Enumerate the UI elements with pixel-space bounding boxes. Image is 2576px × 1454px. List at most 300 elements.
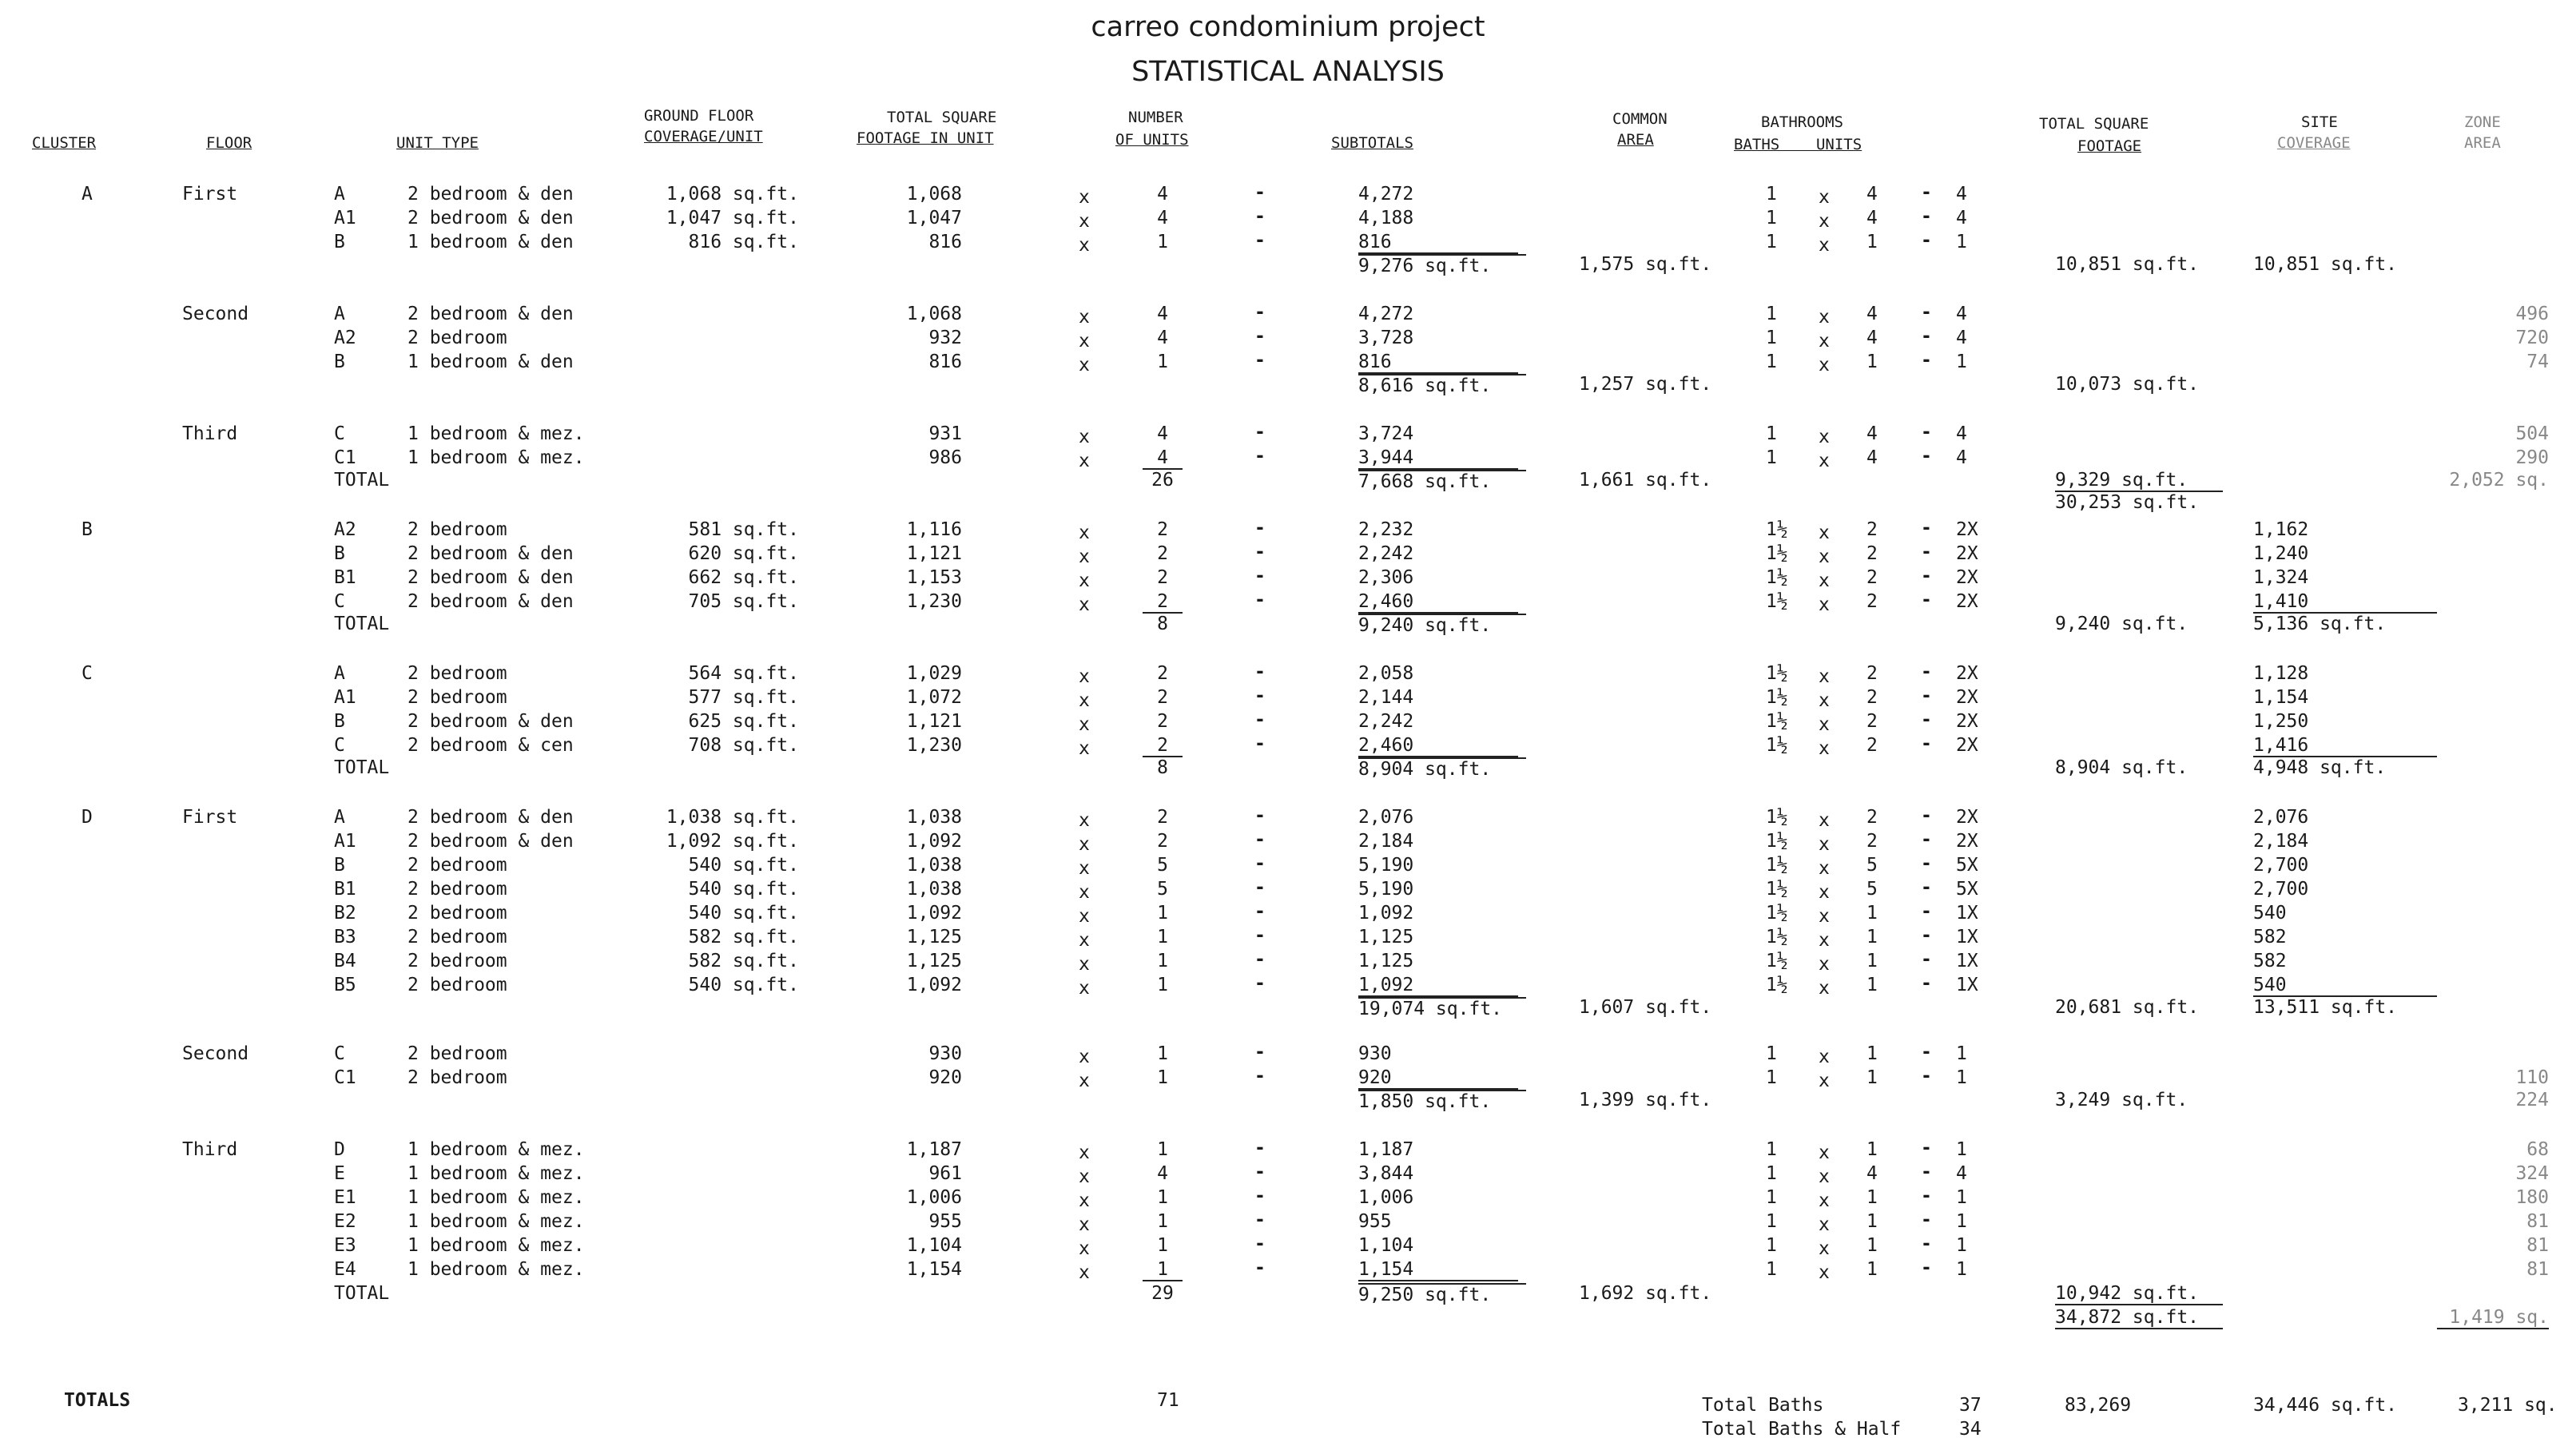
cell-last: 81 xyxy=(2526,1211,2549,1232)
cell-type: 2 bedroom xyxy=(407,975,507,995)
cell-bunits: 1 xyxy=(1866,951,1878,971)
cell-bunits: 4 xyxy=(1866,304,1878,324)
cell-bres: 4 xyxy=(1956,328,1967,348)
bath-multiply-sign: x xyxy=(1819,235,1830,256)
cell-units: 2 xyxy=(1157,663,1168,684)
cell-total: 1,047 xyxy=(906,208,962,228)
cell-ground: 582 sq.ft. xyxy=(688,951,799,971)
bath-equals-sign: - xyxy=(1921,973,1932,994)
bath-equals-sign: - xyxy=(1921,566,1932,586)
bath-equals-sign: - xyxy=(1921,302,1932,323)
cell-common: 1,257 sq.ft. xyxy=(1579,374,1712,395)
cell-subtotal: 2,184 xyxy=(1358,831,1414,852)
cell-code: E3 xyxy=(334,1235,356,1256)
cell-baths: 1½ xyxy=(1766,903,1788,924)
cell-bunits: 2 xyxy=(1866,687,1878,708)
cell-code: A2 xyxy=(334,328,356,348)
cell-subtotal: 2,144 xyxy=(1358,687,1414,708)
totals-label: TOTALS xyxy=(64,1390,131,1411)
cell-type: 2 bedroom xyxy=(407,687,507,708)
cell-bunits: 1 xyxy=(1866,232,1878,252)
cell-site: 5,136 sq.ft. xyxy=(2253,614,2387,634)
cell-total: 1,104 xyxy=(906,1235,962,1256)
header-number-2: OF UNITS xyxy=(1115,131,1189,149)
header-site-1: SITE xyxy=(2301,113,2338,131)
multiply-sign: x xyxy=(1079,810,1090,831)
cell-subtotal: 2,076 xyxy=(1358,807,1414,828)
cell-ground: 705 sq.ft. xyxy=(688,591,799,612)
multiply-sign: x xyxy=(1079,954,1090,975)
cell-baths: 1½ xyxy=(1766,831,1788,852)
cell-code: D xyxy=(334,1139,345,1160)
cell-code: B3 xyxy=(334,927,356,947)
cell-tsf: 10,073 sq.ft. xyxy=(2055,374,2200,395)
bath-equals-sign: - xyxy=(1921,542,1932,562)
bath-multiply-sign: x xyxy=(1819,1262,1830,1283)
cell-subtotal: 2,058 xyxy=(1358,663,1414,684)
equals-sign: - xyxy=(1254,566,1266,586)
bath-equals-sign: - xyxy=(1921,422,1932,443)
cell-baths: 1 xyxy=(1766,304,1777,324)
cell-bres: 4 xyxy=(1956,1163,1967,1184)
equals-sign: - xyxy=(1254,925,1266,946)
cell-type: 2 bedroom & den xyxy=(407,711,574,732)
cell-bres: 1 xyxy=(1956,1211,1967,1232)
cell-type: 2 bedroom xyxy=(407,879,507,900)
header-bath-2: BATHS UNITS xyxy=(1734,136,1862,153)
bath-multiply-sign: x xyxy=(1819,211,1830,232)
cell-ground: 1,068 sq.ft. xyxy=(666,184,799,205)
cell-ground: 540 sq.ft. xyxy=(688,903,799,924)
equals-sign: - xyxy=(1254,685,1266,706)
cell-site: 13,511 sq.ft. xyxy=(2253,997,2398,1018)
cell-baths: 1½ xyxy=(1766,975,1788,995)
bath-multiply-sign: x xyxy=(1819,355,1830,375)
cell-total: 1,006 xyxy=(906,1187,962,1208)
equals-sign: - xyxy=(1254,1186,1266,1206)
cell-total: 1,092 xyxy=(906,831,962,852)
cell-units: 2 xyxy=(1143,591,1183,614)
bath-multiply-sign: x xyxy=(1819,810,1830,831)
multiply-sign: x xyxy=(1079,834,1090,855)
cell-bunits: 1 xyxy=(1866,975,1878,995)
cell-site: 1,154 xyxy=(2253,687,2309,708)
cell-type: 2 bedroom xyxy=(407,951,507,971)
cell-baths: 1 xyxy=(1766,1139,1777,1160)
cell-baths: 1½ xyxy=(1766,687,1788,708)
cell-bres: 2X xyxy=(1956,711,1978,732)
multiply-sign: x xyxy=(1079,355,1090,375)
cell-units: 2 xyxy=(1157,831,1168,852)
cell-type: 2 bedroom & den xyxy=(407,304,574,324)
header-cluster: CLUSTER xyxy=(32,134,97,152)
cell-code: A1 xyxy=(334,831,356,852)
totals-site-coverage: 34,446 sq.ft. xyxy=(2253,1395,2398,1416)
equals-sign: - xyxy=(1254,1162,1266,1182)
cell-units: 4 xyxy=(1143,447,1183,470)
cell-units: 2 xyxy=(1157,807,1168,828)
cell-subtotal: 3,728 xyxy=(1358,328,1414,348)
cell-type: 2 bedroom xyxy=(407,519,507,540)
document-subtitle: STATISTICAL ANALYSIS xyxy=(1131,56,1445,88)
cell-units: 2 xyxy=(1143,735,1183,757)
cell-type: 2 bedroom xyxy=(407,328,507,348)
cell-subtotal: 4,272 xyxy=(1358,184,1414,205)
cell-units: 5 xyxy=(1157,855,1168,876)
cell-total: 920 xyxy=(928,1067,962,1088)
cell-bunits: 2 xyxy=(1866,831,1878,852)
cell-type: 1 bedroom & mez. xyxy=(407,1139,585,1160)
cell-units: 1 xyxy=(1157,1187,1168,1208)
cell-subtotal: 816 xyxy=(1358,232,1518,254)
cell-type: 1 bedroom & mez. xyxy=(407,1163,585,1184)
bath-multiply-sign: x xyxy=(1819,690,1830,711)
bath-equals-sign: - xyxy=(1921,1234,1932,1254)
cell-bunits: 4 xyxy=(1866,423,1878,444)
multiply-sign: x xyxy=(1079,978,1090,999)
cell-common: 1,661 sq.ft. xyxy=(1579,470,1712,491)
equals-sign: - xyxy=(1254,1257,1266,1278)
cell-total: 1,154 xyxy=(906,1259,962,1280)
cell-last: 110 xyxy=(2515,1067,2549,1088)
cell-site: 540 xyxy=(2253,903,2287,924)
multiply-sign: x xyxy=(1079,570,1090,591)
cell-code: B2 xyxy=(334,903,356,924)
multiply-sign: x xyxy=(1079,666,1090,687)
cell-code: A1 xyxy=(334,687,356,708)
cell-units: 2 xyxy=(1157,519,1168,540)
cell-total: 986 xyxy=(928,447,962,468)
cell-floor: Second xyxy=(182,304,249,324)
cell-last: 81 xyxy=(2526,1235,2549,1256)
cell-units: 1 xyxy=(1157,951,1168,971)
multiply-sign: x xyxy=(1079,427,1090,447)
cell-last: 68 xyxy=(2526,1139,2549,1160)
cell-units: 1 xyxy=(1143,1259,1183,1281)
bath-multiply-sign: x xyxy=(1819,714,1830,735)
cell-tsf: 20,681 sq.ft. xyxy=(2055,997,2200,1018)
cell-bunits: 1 xyxy=(1866,1187,1878,1208)
bath-multiply-sign: x xyxy=(1819,1190,1830,1211)
header-last-2: AREA xyxy=(2464,134,2501,152)
cell-subtotal: 1,006 xyxy=(1358,1187,1414,1208)
bath-multiply-sign: x xyxy=(1819,570,1830,591)
cell-code: A2 xyxy=(334,519,356,540)
bath-equals-sign: - xyxy=(1921,230,1932,251)
cell-code: A1 xyxy=(334,208,356,228)
cell-cluster: A xyxy=(81,184,93,205)
cell-bunits: 5 xyxy=(1866,855,1878,876)
bath-multiply-sign: x xyxy=(1819,1214,1830,1235)
cell-last: 74 xyxy=(2526,352,2549,372)
cell-baths: 1½ xyxy=(1766,855,1788,876)
bath-multiply-sign: x xyxy=(1819,738,1830,759)
cell-bunits: 1 xyxy=(1866,1259,1878,1280)
cell-total: 1,125 xyxy=(906,927,962,947)
bath-multiply-sign: x xyxy=(1819,906,1830,927)
cell-common: 1,399 sq.ft. xyxy=(1579,1090,1712,1110)
cell-tsf: 10,851 sq.ft. xyxy=(2055,254,2200,275)
header-ground-2: COVERAGE/UNIT xyxy=(644,128,763,145)
bath-equals-sign: - xyxy=(1921,733,1932,754)
cell-baths: 1½ xyxy=(1766,807,1788,828)
equals-sign: - xyxy=(1254,422,1266,443)
equals-sign: - xyxy=(1254,206,1266,227)
bath-equals-sign: - xyxy=(1921,326,1932,347)
cell-common: 1,575 sq.ft. xyxy=(1579,254,1712,275)
bath-equals-sign: - xyxy=(1921,1066,1932,1087)
cell-site: 4,948 sq.ft. xyxy=(2253,757,2387,778)
cell-ground: 540 sq.ft. xyxy=(688,879,799,900)
bath-equals-sign: - xyxy=(1921,350,1932,371)
cell-units: 4 xyxy=(1157,184,1168,205)
cell-last: 1,419 sq. xyxy=(2437,1307,2549,1329)
cell-baths: 1½ xyxy=(1766,711,1788,732)
header-site-2: COVERAGE xyxy=(2277,134,2351,152)
cell-code: TOTAL xyxy=(334,614,390,634)
cell-sum: 7,668 sq.ft. xyxy=(1358,470,1526,492)
cell-type: 1 bedroom & mez. xyxy=(407,423,585,444)
equals-sign: - xyxy=(1254,302,1266,323)
header-total-1: TOTAL SQUARE xyxy=(887,109,997,126)
cell-bunits: 1 xyxy=(1866,1067,1878,1088)
cell-code: A xyxy=(334,663,345,684)
cell-bres: 1X xyxy=(1956,975,1978,995)
cell-baths: 1½ xyxy=(1766,543,1788,564)
cell-baths: 1½ xyxy=(1766,951,1788,971)
cell-last: 290 xyxy=(2515,447,2549,468)
bath-multiply-sign: x xyxy=(1819,954,1830,975)
multiply-sign: x xyxy=(1079,211,1090,232)
bath-equals-sign: - xyxy=(1921,805,1932,826)
cell-baths: 1½ xyxy=(1766,567,1788,588)
cell-type: 2 bedroom xyxy=(407,927,507,947)
cell-bres: 2X xyxy=(1956,567,1978,588)
totals-square-footage: 83,269 xyxy=(2065,1395,2132,1416)
cell-bunits: 2 xyxy=(1866,807,1878,828)
bath-equals-sign: - xyxy=(1921,446,1932,467)
cell-tsf: 34,872 sq.ft. xyxy=(2055,1307,2223,1329)
equals-sign: - xyxy=(1254,901,1266,922)
cell-units: 8 xyxy=(1157,614,1168,634)
bath-multiply-sign: x xyxy=(1819,1047,1830,1067)
equals-sign: - xyxy=(1254,350,1266,371)
cell-total: 1,092 xyxy=(906,975,962,995)
cell-units: 4 xyxy=(1157,304,1168,324)
cell-units: 4 xyxy=(1157,328,1168,348)
cell-bunits: 1 xyxy=(1866,927,1878,947)
cell-subtotal: 5,190 xyxy=(1358,879,1414,900)
cell-units: 8 xyxy=(1157,757,1168,778)
cell-tsf: 10,942 sq.ft. xyxy=(2055,1283,2223,1305)
multiply-sign: x xyxy=(1079,1214,1090,1235)
cell-last: 324 xyxy=(2515,1163,2549,1184)
bath-multiply-sign: x xyxy=(1819,930,1830,951)
cell-site: 2,076 xyxy=(2253,807,2309,828)
cell-total: 1,153 xyxy=(906,567,962,588)
cell-bres: 1 xyxy=(1956,1067,1967,1088)
cell-site: 10,851 sq.ft. xyxy=(2253,254,2398,275)
cell-units: 1 xyxy=(1157,1043,1168,1064)
cell-sum: 9,276 sq.ft. xyxy=(1358,254,1526,276)
cell-code: B4 xyxy=(334,951,356,971)
cell-subtotal: 2,460 xyxy=(1358,591,1518,614)
multiply-sign: x xyxy=(1079,1166,1090,1187)
bath-equals-sign: - xyxy=(1921,1257,1932,1278)
cell-ground: 1,038 sq.ft. xyxy=(666,807,799,828)
cell-site: 582 xyxy=(2253,951,2287,971)
bath-equals-sign: - xyxy=(1921,901,1932,922)
multiply-sign: x xyxy=(1079,307,1090,328)
cell-ground: 564 sq.ft. xyxy=(688,663,799,684)
bath-multiply-sign: x xyxy=(1819,1238,1830,1259)
cell-site: 1,250 xyxy=(2253,711,2309,732)
cell-bunits: 5 xyxy=(1866,879,1878,900)
cell-bres: 1 xyxy=(1956,1187,1967,1208)
multiply-sign: x xyxy=(1079,714,1090,735)
bath-equals-sign: - xyxy=(1921,518,1932,538)
cell-units: 26 xyxy=(1151,470,1174,491)
equals-sign: - xyxy=(1254,1066,1266,1087)
cell-code: B xyxy=(334,352,345,372)
cell-units: 1 xyxy=(1157,1067,1168,1088)
cell-units: 1 xyxy=(1157,352,1168,372)
cell-floor: Third xyxy=(182,423,238,444)
cell-sum: 8,904 sq.ft. xyxy=(1358,757,1526,780)
cell-bres: 1 xyxy=(1956,352,1967,372)
cell-total: 816 xyxy=(928,352,962,372)
equals-sign: - xyxy=(1254,542,1266,562)
cell-sum: 1,850 sq.ft. xyxy=(1358,1090,1526,1112)
header-subtotals: SUBTOTALS xyxy=(1331,134,1413,152)
cell-site: 1,240 xyxy=(2253,543,2309,564)
cell-ground: 582 sq.ft. xyxy=(688,927,799,947)
equals-sign: - xyxy=(1254,733,1266,754)
multiply-sign: x xyxy=(1079,930,1090,951)
bath-equals-sign: - xyxy=(1921,1162,1932,1182)
cell-sum: 9,250 sq.ft. xyxy=(1358,1283,1526,1305)
cell-code: C xyxy=(334,591,345,612)
total-baths-value: 37 xyxy=(1959,1395,1982,1416)
cell-subtotal: 1,154 xyxy=(1358,1259,1518,1281)
cell-last: 224 xyxy=(2515,1090,2549,1110)
cell-site: 540 xyxy=(2253,975,2437,997)
cell-last: 2,052 sq. xyxy=(2449,470,2549,491)
cell-last: 496 xyxy=(2515,304,2549,324)
cell-bunits: 2 xyxy=(1866,711,1878,732)
cell-baths: 1 xyxy=(1766,423,1777,444)
cell-subtotal: 2,460 xyxy=(1358,735,1518,757)
cell-subtotal: 4,188 xyxy=(1358,208,1414,228)
multiply-sign: x xyxy=(1079,1071,1090,1091)
cell-bunits: 2 xyxy=(1866,591,1878,612)
equals-sign: - xyxy=(1254,590,1266,610)
cell-bunits: 1 xyxy=(1866,903,1878,924)
bath-multiply-sign: x xyxy=(1819,978,1830,999)
cell-bunits: 1 xyxy=(1866,1235,1878,1256)
cell-type: 2 bedroom & den xyxy=(407,184,574,205)
cell-bunits: 1 xyxy=(1866,1211,1878,1232)
cell-bres: 1 xyxy=(1956,1235,1967,1256)
equals-sign: - xyxy=(1254,853,1266,874)
cell-bunits: 2 xyxy=(1866,519,1878,540)
cell-baths: 1½ xyxy=(1766,879,1788,900)
cell-code: C1 xyxy=(334,1067,356,1088)
cell-floor: Second xyxy=(182,1043,249,1064)
cell-bres: 2X xyxy=(1956,687,1978,708)
cell-common: 1,607 sq.ft. xyxy=(1579,997,1712,1018)
cell-baths: 1½ xyxy=(1766,591,1788,612)
cell-total: 1,116 xyxy=(906,519,962,540)
cell-ground: 708 sq.ft. xyxy=(688,735,799,756)
cell-total: 1,230 xyxy=(906,591,962,612)
cell-baths: 1½ xyxy=(1766,927,1788,947)
multiply-sign: x xyxy=(1079,1262,1090,1283)
cell-last: 81 xyxy=(2526,1259,2549,1280)
cell-subtotal: 920 xyxy=(1358,1067,1518,1090)
cell-total: 961 xyxy=(928,1163,962,1184)
cell-type: 2 bedroom & den xyxy=(407,208,574,228)
cell-code: B xyxy=(334,711,345,732)
cell-code: C xyxy=(334,423,345,444)
bath-equals-sign: - xyxy=(1921,949,1932,970)
cell-total: 1,121 xyxy=(906,543,962,564)
cell-type: 2 bedroom & den xyxy=(407,543,574,564)
multiply-sign: x xyxy=(1079,546,1090,567)
cell-subtotal: 1,125 xyxy=(1358,927,1414,947)
cell-bres: 1X xyxy=(1956,903,1978,924)
cell-units: 2 xyxy=(1157,711,1168,732)
equals-sign: - xyxy=(1254,829,1266,850)
total-half-label: Total Baths & Half xyxy=(1702,1419,1902,1440)
cell-bunits: 1 xyxy=(1866,1043,1878,1064)
cell-code: B xyxy=(334,543,345,564)
cell-type: 2 bedroom xyxy=(407,1043,507,1064)
equals-sign: - xyxy=(1254,1210,1266,1230)
cell-subtotal: 1,092 xyxy=(1358,975,1518,997)
bath-multiply-sign: x xyxy=(1819,546,1830,567)
multiply-sign: x xyxy=(1079,1047,1090,1067)
cell-baths: 1½ xyxy=(1766,663,1788,684)
cell-bres: 2X xyxy=(1956,543,1978,564)
cell-bunits: 2 xyxy=(1866,567,1878,588)
cell-cluster: D xyxy=(81,807,93,828)
totals-units: 71 xyxy=(1157,1390,1179,1411)
cell-code: C xyxy=(334,735,345,756)
cell-type: 1 bedroom & mez. xyxy=(407,447,585,468)
cell-baths: 1½ xyxy=(1766,519,1788,540)
bath-multiply-sign: x xyxy=(1819,187,1830,208)
cell-units: 1 xyxy=(1157,1211,1168,1232)
equals-sign: - xyxy=(1254,326,1266,347)
cell-type: 2 bedroom & den xyxy=(407,591,574,612)
cell-subtotal: 2,242 xyxy=(1358,543,1414,564)
cell-bres: 5X xyxy=(1956,879,1978,900)
cell-units: 4 xyxy=(1157,1163,1168,1184)
equals-sign: - xyxy=(1254,949,1266,970)
cell-subtotal: 1,104 xyxy=(1358,1235,1414,1256)
cell-total: 1,230 xyxy=(906,735,962,756)
bath-equals-sign: - xyxy=(1921,1186,1932,1206)
cell-code: C xyxy=(334,1043,345,1064)
cell-baths: 1 xyxy=(1766,328,1777,348)
cell-ground: 577 sq.ft. xyxy=(688,687,799,708)
equals-sign: - xyxy=(1254,661,1266,682)
multiply-sign: x xyxy=(1079,187,1090,208)
cell-site: 1,128 xyxy=(2253,663,2309,684)
multiply-sign: x xyxy=(1079,331,1090,352)
cell-type: 2 bedroom & den xyxy=(407,831,574,852)
